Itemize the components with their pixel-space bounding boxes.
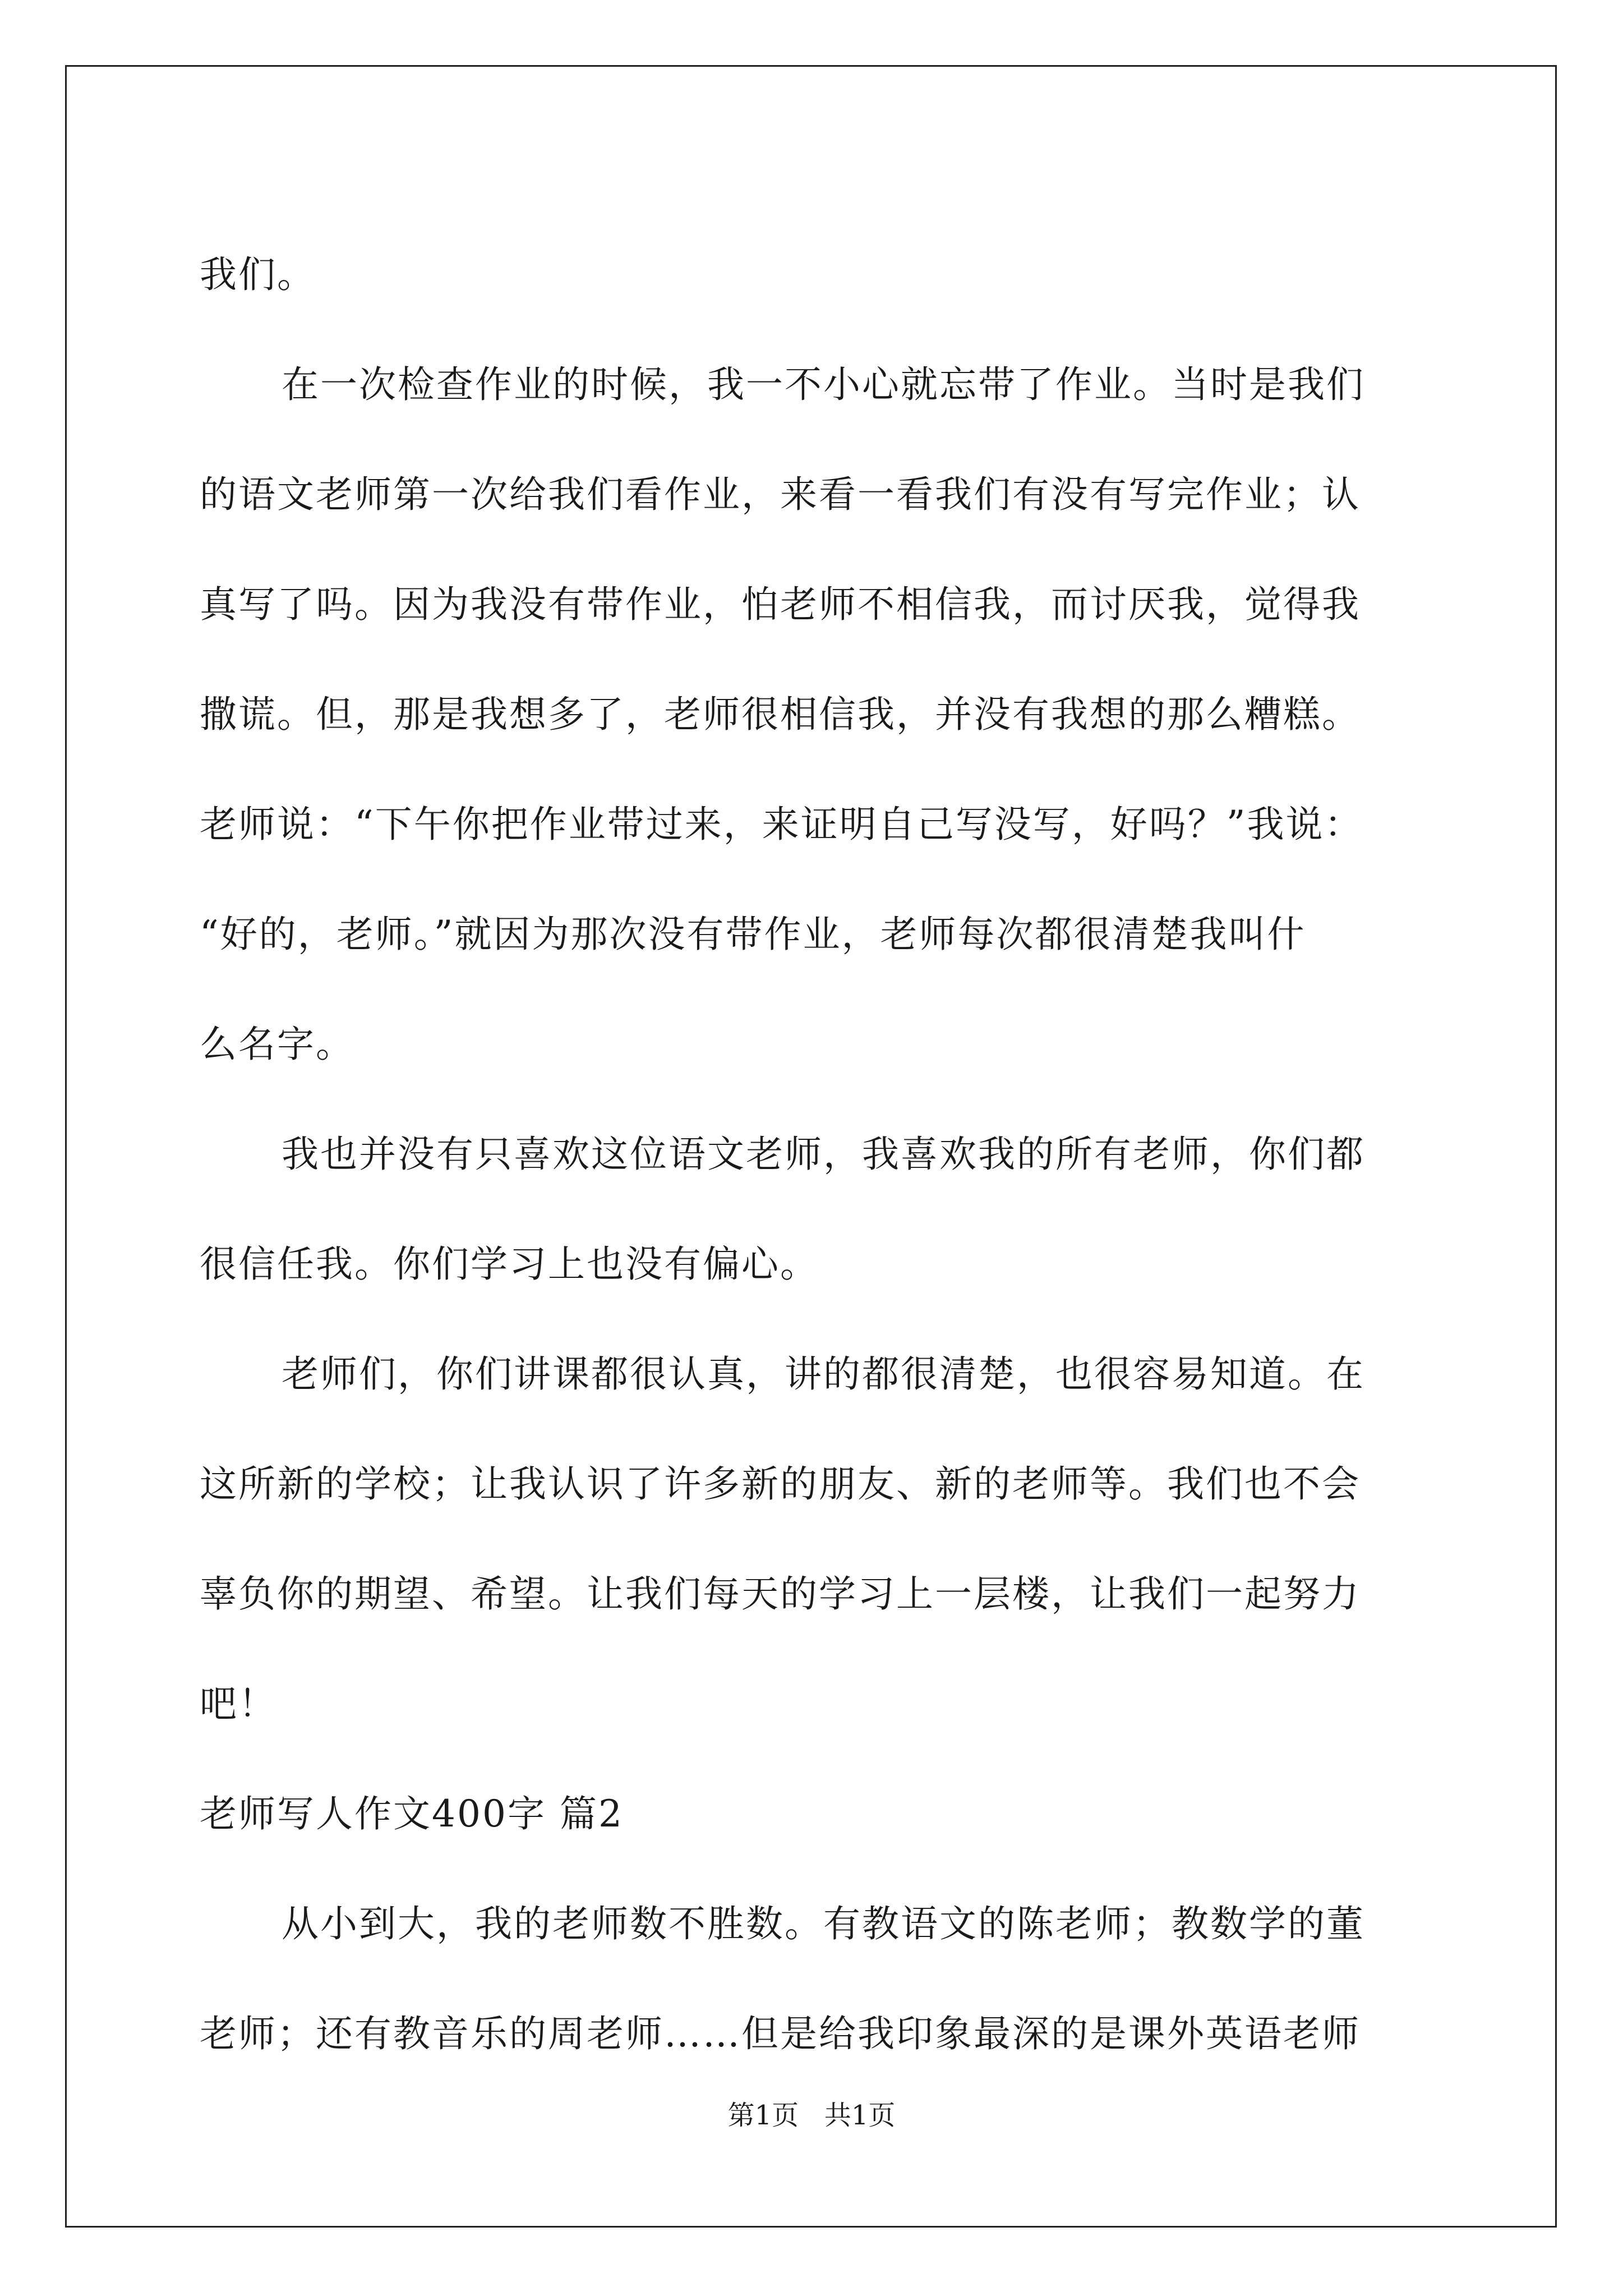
paragraph-start-line: 在一次检查作业的时候，我一不小心就忘带了作业。当时是我们 — [282, 363, 1365, 406]
document-body — [200, 220, 1433, 2089]
text-line: 吧！ — [200, 1682, 277, 1726]
text-line: 很信任我。你们学习上也没有偏心。 — [200, 1243, 819, 1286]
text-line: 老师；还有教音乐的周老师……但是给我印象最深的是课外英语老师 — [200, 2012, 1361, 2055]
text-line: 这所新的学校；让我认识了许多新的朋友、新的老师等。我们也不会 — [200, 1462, 1361, 1506]
paragraph-start-line: 老师们，你们讲课都很认真，讲的都很清楚，也很容易知道。在 — [282, 1352, 1365, 1396]
text-line: 我们。 — [200, 253, 316, 296]
text-line: 辜负你的期望、希望。让我们每天的学习上一层楼，让我们一起努力 — [200, 1572, 1361, 1616]
page-footer: 第1页 共1页 — [727, 2100, 896, 2131]
paragraph-start-line: 从小到大，我的老师数不胜数。有教语文的陈老师；教数学的董 — [282, 1902, 1365, 1945]
text-line: 真写了吗。因为我没有带作业，怕老师不相信我，而讨厌我，觉得我 — [200, 583, 1361, 626]
text-line: 么名字。 — [200, 1023, 354, 1066]
section-heading: 老师写人作文400字 篇2 — [200, 1792, 624, 1835]
text-line: 的语文老师第一次给我们看作业，来看一看我们有没有写完作业；认 — [200, 473, 1361, 516]
text-line: 老师说：“下午你把作业带过来，来证明自己写没写，好吗？”我说： — [200, 803, 1363, 846]
text-line: “好的，老师。”就因为那次没有带作业，老师每次都很清楚我叫什 — [200, 913, 1306, 956]
text-line: 撒谎。但，那是我想多了，老师很相信我，并没有我想的那么糟糕。 — [200, 693, 1361, 736]
paragraph-start-line: 我也并没有只喜欢这位语文老师，我喜欢我的所有老师，你们都 — [282, 1133, 1365, 1176]
